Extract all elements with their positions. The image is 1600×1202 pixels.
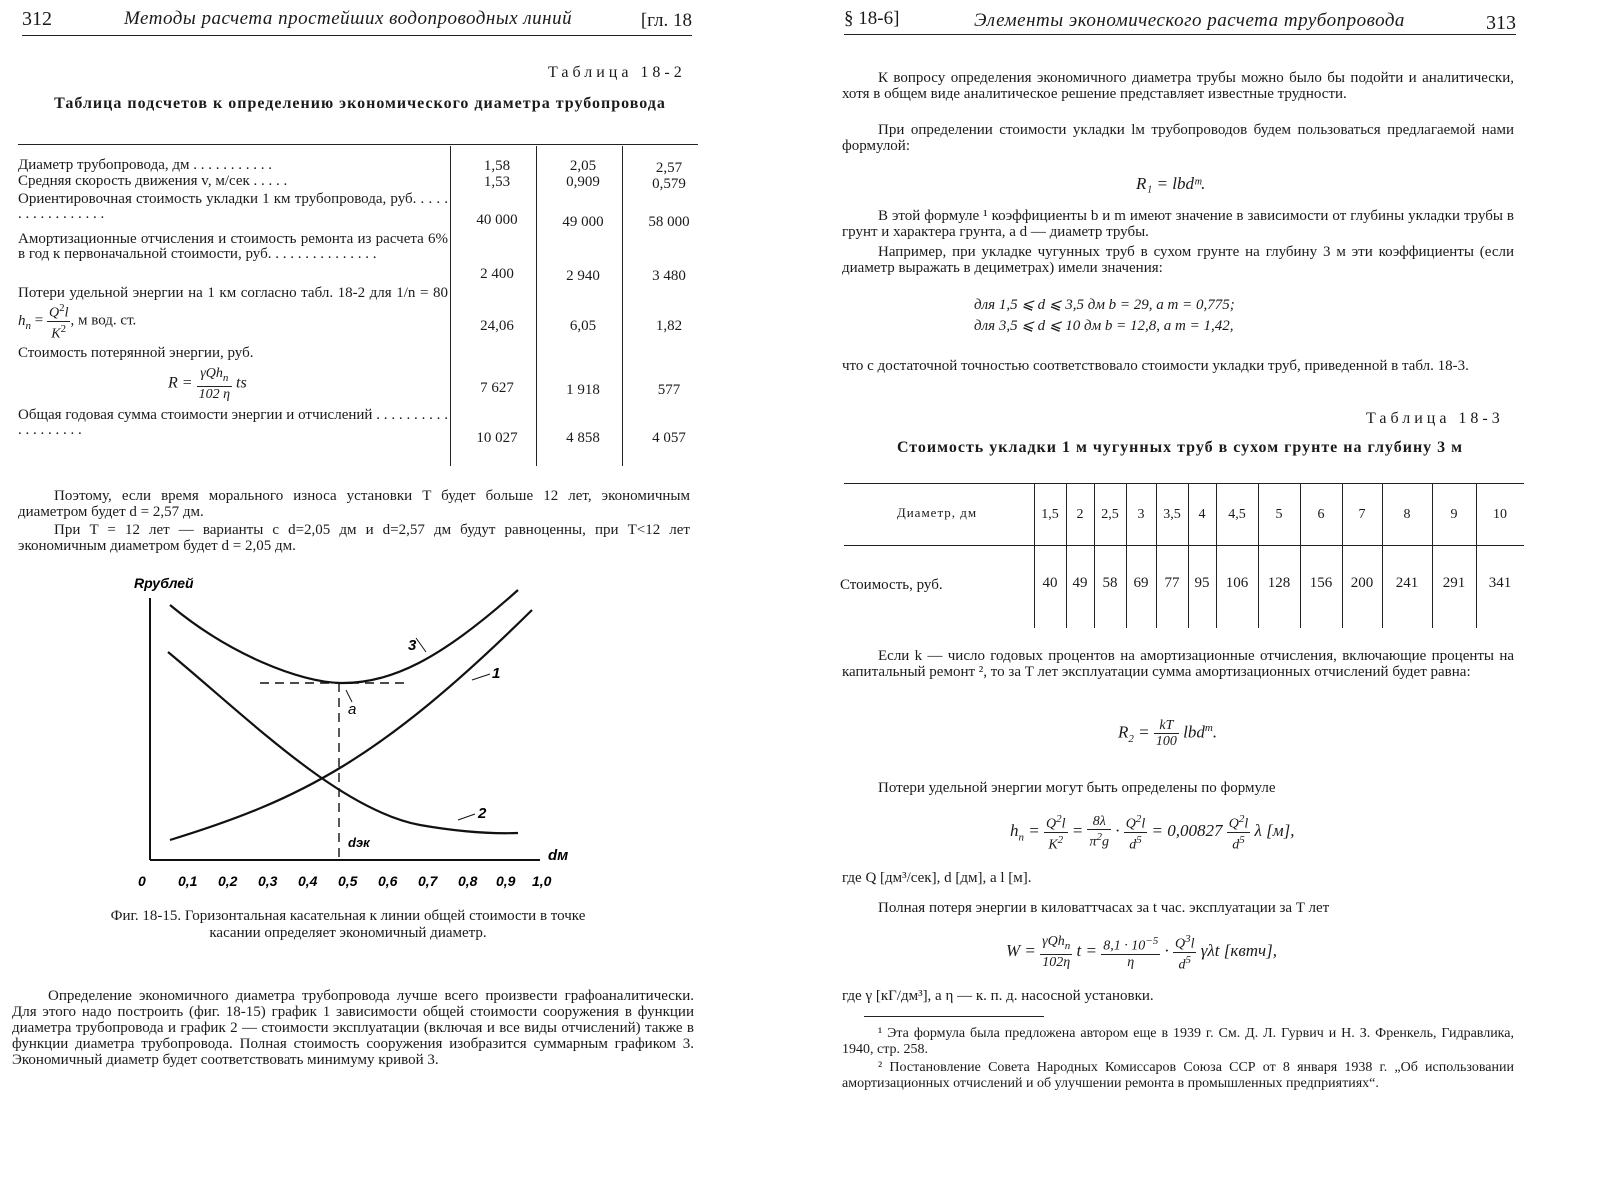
figure-caption: Фиг. 18-15. Горизонтальная касательная к линии общей стоимости в точке касании определяет экономичный диаметр. [110, 908, 586, 941]
table-cell: 40 000 [476, 212, 518, 228]
table-cell: 1,82 [655, 318, 683, 334]
condition-line: для 3,5 ⩽ d ⩽ 10 дм b = 12,8, а m = 1,42, [974, 318, 1234, 334]
x-tick-labels [138, 873, 552, 889]
table-18-3 [840, 483, 1524, 633]
table-cell: 1 918 [566, 382, 600, 398]
footnote-2: ² Постановление Совета Народных Комиссаров Союза ССР от 8 января 1938 г. „Об использовании амортизационных отчислений и об улучшении ремонта в промышленных предприятиях“. [842, 1060, 1514, 1091]
right-page [800, 0, 1580, 1202]
diameter-cell: 10 [1493, 507, 1507, 522]
diameter-cell: 8 [1403, 507, 1411, 522]
paragraph: Потери удельной энергии могут быть определены по формуле [878, 780, 1276, 796]
footnote-divider [864, 1016, 1044, 1017]
curve-2 [168, 652, 518, 833]
page-number: 313 [1486, 12, 1516, 34]
table-title: Стоимость укладки 1 м чугунных труб в сухом грунте на глубину 3 м [896, 439, 1464, 456]
table-title: Таблица подсчетов к определению экономического диаметра трубопровода [54, 95, 666, 112]
table-cell: 2 940 [566, 268, 600, 284]
table-row-label: Общая годовая сумма стоимости энергии и отчислений . . . . . . . . . . . . . . . . . . . [18, 407, 448, 438]
table-row-label: Средняя скорость движения v, м/сек . . . . . [18, 173, 288, 189]
paragraph: где Q [дм³/сек], d [дм], а l [м]. [842, 870, 1032, 886]
paragraph: Например, при укладке чугунных труб в сухом грунте на глубину 3 м эти коэффициенты (если диаметр выражать в дециметрах) имели значения: [842, 244, 1514, 276]
table-row-label-energy-loss: Потери удельной энергии на 1 км согласно табл. 18-2 для 1/n = 80 $h_n$ = $\frac{Q^2l}{K^2}$ , м вод. ст. [18, 285, 448, 342]
table-cell: 0,579 [652, 176, 686, 192]
table-cell: 1,58 [483, 158, 511, 174]
d-economic-label: dэк [348, 835, 370, 850]
x-tick-label: 0,5 [338, 873, 358, 889]
row-text: , м вод. ст. [70, 312, 137, 329]
paragraph: где γ [кГ/дм³], а η — к. п. д. насосной установки. [842, 988, 1154, 1004]
table-cell: 4 057 [652, 430, 686, 446]
paragraph: Определение экономичного диаметра трубопровода лучше всего произвести графоаналитически. Для этого надо построить (фиг. 18-15) график 1 зависимости общей стоимости сооружения в функции диаметра трубопровода и график 2 — стоимости эксплуатации (включая и все виды отчислений) также в функции диаметра трубопровода. Полная стоимость сооружения изобразится суммарным графиком 3. Экономичный диаметр будет соответствовать минимуму кривой 3. [12, 988, 694, 1068]
table-cell: 24,06 [480, 318, 514, 334]
left-running-header [22, 8, 692, 36]
x-tick-label: 0,4 [298, 873, 318, 889]
paragraph: Полная потеря энергии в киловаттчасах за t час. эксплуатации за T лет [878, 900, 1330, 916]
diameter-cell: 3,5 [1163, 507, 1181, 522]
table-cell: 2 400 [480, 266, 514, 282]
x-tick-label: 0,9 [496, 873, 516, 889]
cost-cell: 241 [1395, 575, 1419, 591]
x-axis-label: dм [548, 847, 569, 864]
table-row-label: Диаметр трубопровода, дм . . . . . . . . . . . [18, 157, 273, 173]
paragraph: В этой формуле ¹ коэффициенты b и m имеют значение в зависимости от глубины укладки трубы в грунт и характера грунта, а d — диаметр трубы. [842, 208, 1514, 240]
cost-cell: 200 [1350, 575, 1374, 591]
cost-cell: 40 [1042, 575, 1058, 591]
row-label-diameter: Диаметр, дм [896, 505, 978, 520]
formula-r2: $R_2$ = $\frac{kT}{100}$ lbd$^m$. [1118, 718, 1218, 749]
cost-cell: 106 [1225, 575, 1249, 591]
cost-cell: 95 [1194, 575, 1210, 591]
running-title: Методы расчета простейших водопроводных линий [124, 8, 573, 29]
cost-cell: 156 [1309, 575, 1333, 591]
diameter-cell: 4 [1198, 507, 1206, 522]
diameter-cell: 7 [1358, 507, 1366, 522]
table-cell: 10 027 [476, 430, 518, 446]
right-running-header [844, 8, 1516, 35]
curve-3 [170, 590, 518, 683]
table-label: Таблица 18-2 [548, 64, 686, 81]
diameter-cell: 1,5 [1041, 507, 1059, 522]
row-text: Потери удельной энергии на 1 км согласно табл. 18-2 для 1/n = 80 [18, 285, 448, 301]
table-cell: 577 [657, 382, 681, 398]
table-label: Таблица 18-3 [1366, 410, 1504, 427]
figure-18-15 [120, 570, 570, 900]
curve-label-2: 2 [478, 805, 487, 822]
diameter-cell: 6 [1317, 507, 1325, 522]
x-tick-label: 0,1 [178, 873, 198, 889]
table-cell: 7 627 [480, 380, 514, 396]
formula-r1: R₁ = lbdᵐ. [1136, 174, 1206, 193]
table-cell: 58 000 [648, 214, 690, 230]
table-cell: 6,05 [569, 318, 597, 334]
table-row-label: Стоимость потерянной энергии, руб. [18, 345, 254, 361]
paragraph: При определении стоимости укладки lм трубопроводов будем пользоваться предлагаемой нами формулой: [842, 122, 1514, 154]
cost-cell: 77 [1164, 575, 1180, 591]
cost-cell: 58 [1102, 575, 1118, 591]
cost-cell: 69 [1133, 575, 1149, 591]
page-number: 312 [22, 8, 52, 30]
paragraph: Если k — число годовых процентов на амортизационные отчисления, включающие проценты на капитальный ремонт ², то за T лет эксплуатации сумма амортизационных отчислений будет равна: [842, 648, 1514, 680]
table-cell: 1,53 [483, 174, 511, 190]
cost-formula: R = $\frac{\gamma Qh_n}{102 \eta}$ ts [168, 366, 247, 402]
cost-cell: 128 [1267, 575, 1291, 591]
table-cell: 2,57 [655, 160, 683, 176]
left-page [0, 0, 720, 1202]
x-tick-label: 0,2 [218, 873, 238, 889]
diameter-cell: 9 [1450, 507, 1458, 522]
point-a-label: a [348, 701, 357, 718]
x-tick-label: 0,8 [458, 873, 478, 889]
formula-w: W = $\frac{\gamma Qh_n}{102\eta}$ t = $\frac{8,1 \cdot 10^{-5}}{\eta}$ · $\frac{Q^3l}{d^5}$ γλt [квтч], [1006, 933, 1277, 973]
x-tick-label: 0,3 [258, 873, 278, 889]
paragraph: К вопросу определения экономичного диаметра трубы можно было бы подойти и аналитически, хотя в общем виде аналитическое решение представляет известные трудности. [842, 70, 1514, 102]
table-cell: 0,909 [566, 174, 600, 190]
diameter-cell: 3 [1137, 507, 1145, 522]
x-tick-label: 0,7 [418, 873, 438, 889]
diameter-cell: 5 [1275, 507, 1283, 522]
formula-hn: $h_n$ = $\frac{Q^2l}{K^2}$ = $\frac{8\lambda}{\pi^2g}$ · $\frac{Q^2l}{d^5}$ = 0,00827 $\frac{Q^2l}{d^5}$ λ [м], [1010, 813, 1295, 853]
paragraph: что с достаточной точностью соответствовало стоимости укладки труб, приведенной в табл. 18-3. [842, 358, 1469, 374]
chapter-label: [гл. 18 [640, 10, 692, 31]
diameter-cell: 4,5 [1228, 507, 1246, 522]
table-cell: 49 000 [562, 214, 604, 230]
x-tick-label: 1,0 [532, 873, 552, 889]
table-cell: 3 480 [652, 268, 686, 284]
row-label-cost: Стоимость, руб. [840, 577, 943, 593]
footnote-1: ¹ Эта формула была предложена автором еще в 1939 г. См. Д. Л. Гурвич и Н. З. Френкель, Гидравлика, 1940, стр. 258. [842, 1026, 1514, 1057]
cost-cell: 341 [1488, 575, 1512, 591]
x-tick-label: 0 [138, 873, 146, 889]
condition-line: для 1,5 ⩽ d ⩽ 3,5 дм b = 29, а m = 0,775; [974, 297, 1235, 313]
cost-cell: 291 [1442, 575, 1466, 591]
curve-label-1: 1 [492, 665, 501, 682]
table-row-label: Ориентировочная стоимость укладки 1 км трубопровода, руб. . . . . . . . . . . . . . . . . [18, 191, 448, 222]
running-title: Элементы экономического расчета трубопровода [974, 10, 1405, 31]
section-label: § 18-6] [844, 8, 900, 29]
paragraph: Поэтому, если время морального износа установки T будет больше 12 лет, экономичным диаметром будет d = 2,57 дм. [18, 488, 690, 520]
curve-label-3: 3 [408, 637, 417, 654]
table-cell: 4 858 [566, 430, 600, 446]
paragraph: При T = 12 лет — варианты с d=2,05 дм и d=2,57 дм будут равноценны, при T<12 лет экономичным диаметром будет d = 2,05 дм. [18, 522, 690, 554]
cost-cell: 49 [1072, 575, 1088, 591]
y-axis-label: Rрублей [134, 575, 194, 591]
diameter-cell: 2,5 [1101, 507, 1119, 522]
table-row-label: Амортизационные отчисления и стоимость ремонта из расчета 6% в год к первоначальной стоимости, руб. . . . . . . . . . . . . . . [18, 231, 448, 262]
x-tick-label: 0,6 [378, 873, 398, 889]
diameter-cell: 2 [1076, 507, 1084, 522]
table-cell: 2,05 [569, 158, 597, 174]
